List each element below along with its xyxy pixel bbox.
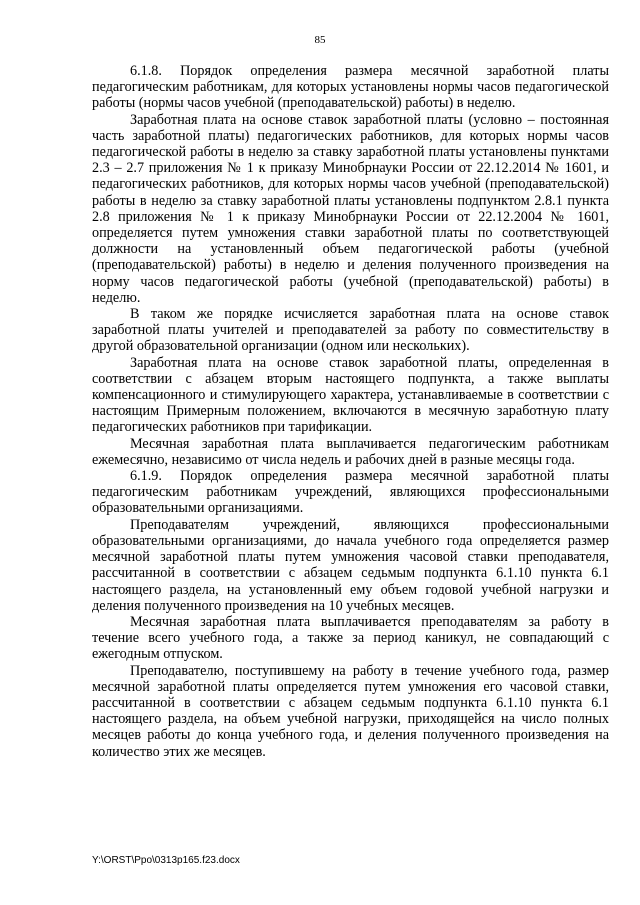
paragraph-part-time: В таком же порядке исчисляется заработная плата на основе ставок заработной платы учителей и преподавателей за работу по совместительству в другой образовательной организации (одном или нескольких).: [92, 306, 609, 355]
page-number: 85: [314, 34, 326, 46]
paragraph-salary-calculation: Заработная плата на основе ставок заработной платы (условно – постоянная часть заработной платы) педагогических работников, для которых нормы часов педагогической работы в неделю за ставку заработной платы установлены пунктами 2.3 – 2.7 приложения № 1 к приказу Минобрнауки России от 22.12.2014 № 1601, и педагогических работников, для которых нормы часов учебной (преподавательской) работы в неделю за ставку заработной платы установлены подпунктом 2.8.1 пункта 2.8 приложения № 1 к приказу Минобрнауки России от 22.12.2004 № 1601, определяется путем умножения ставки заработной платы по соответствующей должности на установленный объем педагогической работы (учебной (преподавательской) работы) в неделю и деления полученного произведения на норму часов педагогической работы (учебной (преподавательской) работы) в неделю.: [92, 111, 609, 306]
document-body: [92, 63, 609, 760]
paragraph-tariffication: Заработная плата на основе ставок заработной платы, определенная в соответствии с абзацем вторым настоящего подпункта, а также выплаты компенсационного и стимулирующего характера, устанавливаемые в соответствии с настоящим Примерным положением, включаются в месячную заработную плату педагогических работников при тарификации.: [92, 354, 609, 436]
paragraph-6-1-8-heading: 6.1.8. Порядок определения размера месячной заработной платы педагогическим работникам, для которых установлены нормы часов педагогической работы (нормы часов учебной (преподавательской) работы) в неделю.: [92, 63, 609, 112]
file-path-footer: Y:\ORST\Ppo\0313p165.f23.docx: [92, 855, 240, 866]
paragraph-teachers-salary: Преподавателям учреждений, являющихся профессиональными образовательными организациями, до начала учебного года определяется размер месячной заработной платы путем умножения часовой ставки преподавателя, рассчитанной в соответствии с абзацем седьмым подпункта 6.1.10 пункта 6.1 настоящего раздела, на установленный ему объем годовой учебной нагрузки и деления полученного произведения на 10 учебных месяцев.: [92, 516, 609, 614]
paragraph-new-teacher: Преподавателю, поступившему на работу в течение учебного года, размер месячной заработной платы определяется путем умножения его часовой ставки, рассчитанной в соответствии с абзацем седьмым подпункта 6.1.10 пункта 6.1 настоящего раздела, на объем учебной нагрузки, приходящейся на число полных месяцев работы до конца учебного года, и деления полученного произведения на количество этих же месяцев.: [92, 662, 609, 760]
paragraph-monthly-payment: Месячная заработная плата выплачивается педагогическим работникам ежемесячно, независимо от числа недель и рабочих дней в разные месяцы года.: [92, 435, 609, 468]
paragraph-vacation-payment: Месячная заработная плата выплачивается преподавателям за работу в течение всего учебного года, а также за период каникул, не совпадающий с ежегодным отпуском.: [92, 613, 609, 663]
paragraph-6-1-9-heading: 6.1.9. Порядок определения размера месячной заработной платы педагогическим работникам учреждений, являющихся профессиональными образовательными организациями.: [92, 468, 609, 517]
